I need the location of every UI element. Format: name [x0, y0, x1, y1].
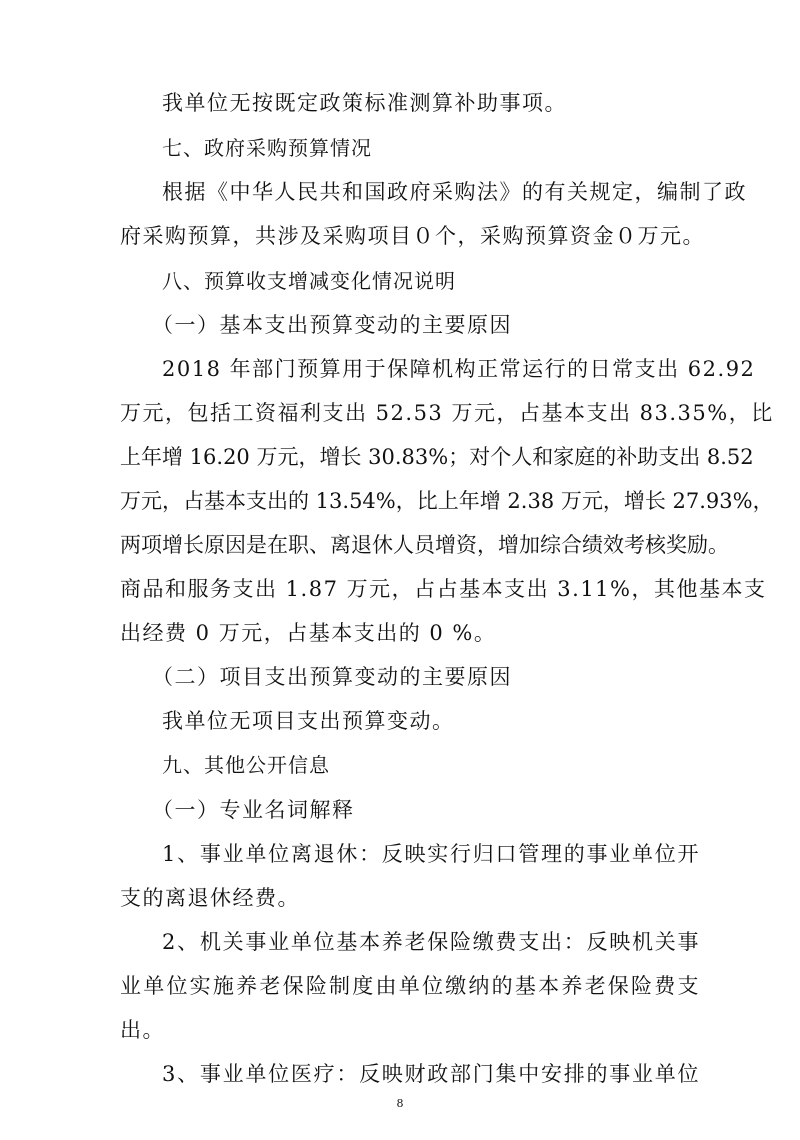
paragraph-line: 上年增 16.20 万元，增长 30.83%；对个人和家庭的补助支出 8.52 [120, 445, 754, 469]
paragraph-line: 支的离退休经费。 [120, 886, 300, 910]
paragraph-line: 3、事业单位医疗：反映财政部门集中安排的事业单位 [162, 1062, 700, 1086]
section-heading: 七、政府采购预算情况 [162, 136, 372, 160]
paragraph-line: 1、事业单位离退休：反映实行归口管理的事业单位开 [162, 842, 700, 866]
paragraph-line: 两项增长原因是在职、离退休人员增资，增加综合绩效考核奖励。 [120, 533, 729, 557]
paragraph-line: 府采购预算，共涉及采购项目０个，采购预算资金０万元。 [120, 224, 705, 248]
paragraph-line: 业单位实施养老保险制度由单位缴纳的基本养老保险费支 [120, 974, 700, 998]
paragraph-line: 根据《中华人民共和国政府采购法》的有关规定，编制了政 [162, 180, 747, 204]
subsection-heading: （二）项目支出预算变动的主要原因 [152, 665, 512, 689]
paragraph-line: 我单位无按既定政策标准测算补助事项。 [162, 91, 567, 115]
paragraph-line: 2、机关事业单位基本养老保险缴费支出：反映机关事 [162, 930, 700, 954]
page-number: 8 [396, 1097, 404, 1110]
paragraph-line: 2018 年部门预算用于保障机构正常运行的日常支出 62.92 [162, 357, 756, 381]
paragraph-line: 出经费 0 万元，占基本支出的 0 %。 [120, 621, 497, 645]
paragraph-line: 万元，占基本支出的 13.54%，比上年增 2.38 万元，增长 27.93%， [120, 489, 774, 513]
paragraph-line: 我单位无项目支出预算变动。 [162, 709, 455, 733]
section-heading: 八、预算收支增减变化情况说明 [162, 269, 456, 293]
subsection-heading: （一）专业名词解释 [152, 798, 355, 822]
paragraph-line: 出。 [120, 1018, 165, 1042]
paragraph-line: 万元，包括工资福利支出 52.53 万元，占基本支出 83.35%，比 [120, 401, 774, 425]
subsection-heading: （一）基本支出预算变动的主要原因 [152, 313, 512, 337]
section-heading: 九、其他公开信息 [162, 753, 330, 777]
paragraph-line: 商品和服务支出 1.87 万元，占占基本支出 3.11%，其他基本支 [120, 577, 767, 601]
